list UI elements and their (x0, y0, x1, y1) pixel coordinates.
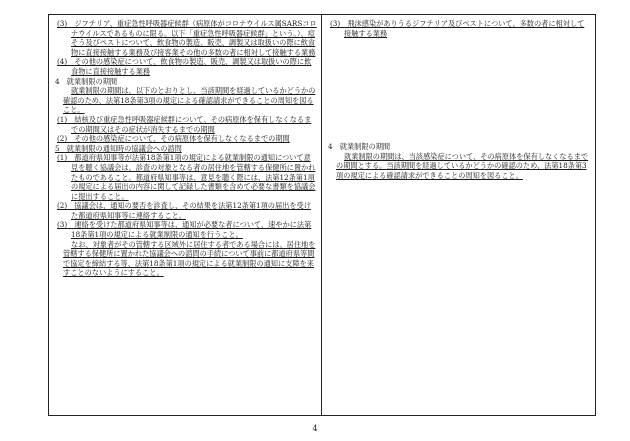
left-item-4: (4) その他の感染症について、飲食物の製造、販売、調製又は取扱いの際に飲食物に直接接触する業務 (57, 57, 312, 76)
left-section-4-heading: 4 就業制限の期間 (55, 76, 118, 86)
left-section-5-note: なお、対象者がその管轄する区域外に居住する者である場合には、居住地を管轄する保健所に置かれた協議会への諮問の手続について事前に都道府県等間で協定を締結する等、法第18条第1項の規定による就業制限の通知に支障を来すことのないようにすること。 (63, 239, 316, 278)
right-item-3: (3) 飛沫感染がありうるジフテリア及びペストについて、多数の者に相対して接触する業務 (330, 19, 585, 38)
left-section-5-item-2: (2) 協議会は、通知の要否を診査し、その結果を法第12条第1項の届出を受けた都道府県知事等に連絡すること。 (57, 201, 311, 220)
page-number: 4 (312, 424, 318, 433)
left-section-4-item-1: (1) 結核及び重症急性呼吸器症候群について、その病原体を保有しなくなるまでの期間又はその症状が消失するまでの期間 (57, 114, 312, 134)
left-item-3: (3) ジフテリア、重症急性呼吸器症候群（病原体がコロナウイルス属SARSコロナウイルスであるものに限る。以下「重症急性呼吸器症候群」という。）、痘そう及びペストについて、飲食物の製造、販売、調製又は取扱いの際に飲食物に直接接触する業務及び接客業その他の多数の者に相対して接触する業務 (57, 19, 317, 57)
right-spacer (326, 38, 591, 142)
left-section-4-body: 就業制限の期間は、以下のとおりとし、当該期間を経過しているかどうかの確認のため、法第18条第3項の規定による確認請求ができることの周知を図ること。 (63, 86, 316, 115)
left-section-5-item-3: (3) 連絡を受けた都道府県知事等は、通知が必要な者について、速やかに法第18条第1項の規定による就業制限の通知を行うこと。 (57, 220, 312, 240)
right-column (322, 15, 595, 415)
left-column (49, 15, 322, 415)
left-section-5-heading: 5 就業制限の通知時の協議会への諮問 (55, 143, 182, 153)
left-section-4-item-2: (2) その他の感染症について、その病原体を保有しなくなるまでの期間 (57, 134, 290, 144)
comparison-table (48, 14, 596, 416)
left-section-5-item-1: (1) 都道府県知事等が法第18条第1項の規定による就業制限の通知について意見を聴く協議会は、診査の対象となる者の居住地を管轄する保健所に置かれたものであること。都道府県知事等は、意見を聴く際には、法第12条第1項の規定による届出の内容に関して記録した書類を含めて必要な書類を協議会に提出すること。 (57, 153, 316, 201)
right-section-4-body: 就業制限の期間は、当該感染症について、その病原体を保有しなくなるまでの期間とする。当該期間を経過しているかどうかの確認のため、法第18条第3項の規定による確認請求ができることの周知を図ること。 (336, 151, 589, 180)
right-section-4-heading: 4 就業制限の期間 (328, 142, 391, 152)
